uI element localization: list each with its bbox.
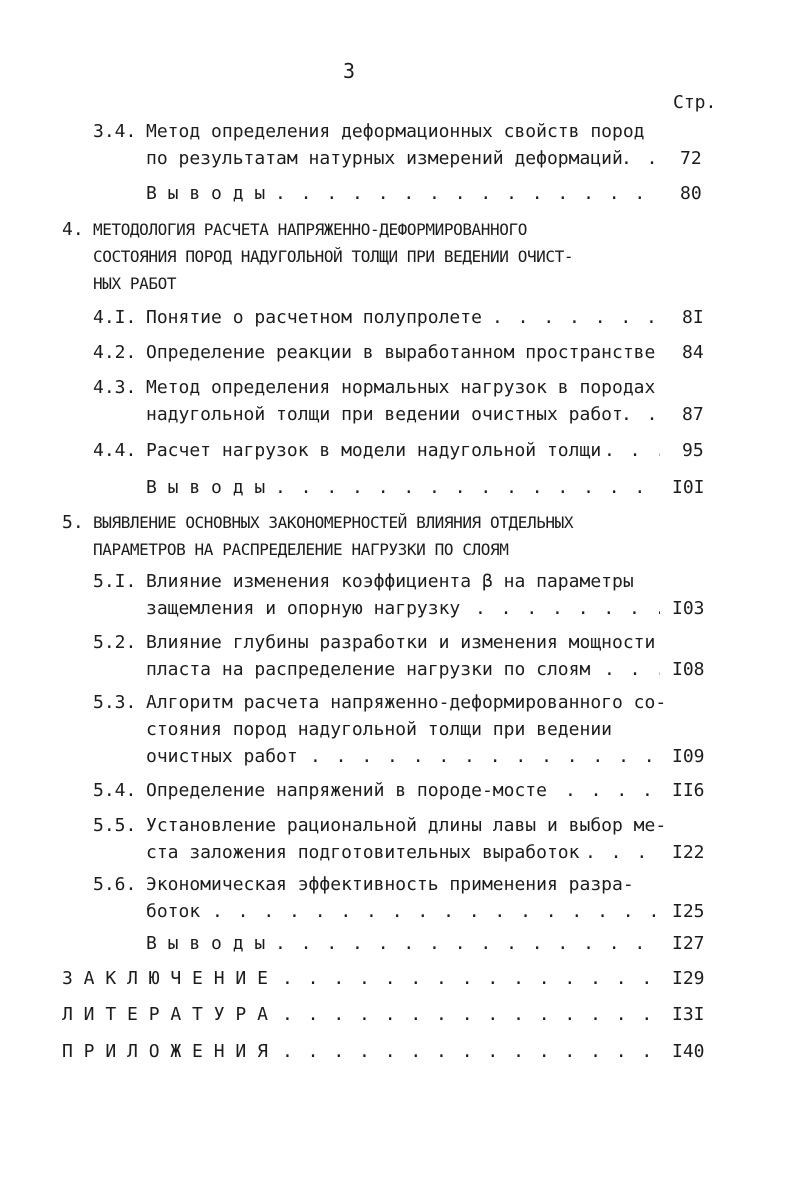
page-ref: 87 (682, 404, 704, 425)
entry-title-line: В ы в о д ы (146, 933, 266, 954)
dot-leader (621, 401, 661, 429)
chapter-title-line: СОСТОЯНИЯ ПОРОД НАДУГОЛЬНОЙ ТОЛЩИ ПРИ ВЕДЕНИИ ОЧИСТ- (93, 247, 574, 266)
dot-leader (275, 474, 660, 502)
dot-leader (212, 898, 660, 926)
entry-title-line: Метод определения деформационных свойств пород (146, 121, 645, 142)
dot-leader (275, 180, 660, 208)
entry-title-line: Влияние глубины разработки и изменения мощности (146, 632, 656, 653)
dot-leader (282, 1001, 660, 1029)
page-ref: 80 (680, 183, 702, 204)
entry-title-line: П Р И Л О Ж Е Н И Я (62, 1041, 268, 1062)
page-ref: 72 (680, 148, 702, 169)
page-ref: II6 (672, 780, 705, 801)
page-ref: 84 (682, 342, 704, 363)
dot-leader (492, 304, 660, 332)
page-ref: I0I (672, 477, 705, 498)
dot-leader (475, 595, 660, 623)
page-column-header: Стр. (673, 92, 717, 113)
page-ref: I25 (672, 901, 705, 922)
section-number: 4.I. (93, 307, 137, 328)
page-ref: 95 (682, 440, 704, 461)
entry-title-line: З А К Л Ю Ч Е Н И Е (62, 968, 268, 989)
page-ref: I29 (672, 968, 705, 989)
entry-title-line: боток (146, 901, 201, 922)
dot-leader (282, 1038, 660, 1066)
section-number: 3.4. (93, 121, 137, 142)
page-ref: I03 (672, 598, 705, 619)
entry-title-line: В ы в о д ы (146, 477, 266, 498)
section-number: 5.5. (93, 815, 137, 836)
page-ref: I40 (672, 1041, 705, 1062)
chapter-title-line: ПАРАМЕТРОВ НА РАСПРЕДЕЛЕНИЕ НАГРУЗКИ ПО СЛОЯМ (93, 540, 509, 559)
dot-leader (282, 965, 660, 993)
section-number: 5.2. (93, 632, 137, 653)
chapter-number: 5. (62, 512, 84, 533)
chapter-number: 4. (62, 219, 84, 240)
entry-title-line: Расчет нагрузок в модели надугольной толщи (146, 440, 602, 461)
page-ref: I22 (672, 842, 705, 863)
entry-title-line: Экономическая эффективность применения разра- (146, 874, 634, 895)
page-ref: I08 (672, 659, 705, 680)
entry-title-line: очистных работ (146, 746, 298, 767)
entry-title-line: Л И Т Е Р А Т У Р А (62, 1004, 268, 1025)
entry-title-line: ста заложения подготовительных выработок (146, 842, 580, 863)
page-ref: I3I (672, 1004, 705, 1025)
entry-title-line: по результатам натурных измерений деформаций (146, 148, 623, 169)
entry-title-line: Установление рациональной длины лавы и выбор ме- (146, 815, 666, 836)
entry-title-line: Понятие о расчетном полупролете (146, 307, 482, 328)
dot-leader (565, 777, 660, 805)
entry-title-line: защемления и опорную нагрузку (146, 598, 461, 619)
dot-leader (310, 743, 660, 771)
chapter-title-line: НЫХ РАБОТ (93, 274, 177, 293)
entry-title-line: В ы в о д ы (146, 183, 266, 204)
entry-title-line: Определение напряжений в породе-мосте (146, 780, 547, 801)
section-number: 5.I. (93, 571, 137, 592)
dot-leader (585, 839, 660, 867)
entry-title-line: пласта на распределение нагрузки по слоям (146, 659, 591, 680)
entry-title-line: Алгоритм расчета напряженно-деформированного со- (146, 692, 666, 713)
page-ref: 8I (682, 307, 704, 328)
section-number: 5.4. (93, 780, 137, 801)
entry-title-line: Определение реакции в выработанном пространстве (146, 342, 656, 363)
section-number: 4.4. (93, 440, 137, 461)
dot-leader (604, 437, 660, 465)
entry-title-line: надугольной толщи при ведении очистных работ (146, 404, 623, 425)
chapter-title-line: МЕТОДОЛОГИЯ РАСЧЕТА НАПРЯЖЕННО-ДЕФОРМИРОВАННОГО (93, 220, 527, 239)
chapter-title-line: ВЫЯВЛЕНИЕ ОСНОВНЫХ ЗАКОНОМЕРНОСТЕЙ ВЛИЯНИЯ ОТДЕЛЬНЫХ (93, 513, 574, 532)
dot-leader (275, 930, 660, 958)
entry-title-line: Влияние изменения коэффициента β на параметры (146, 571, 634, 592)
section-number: 5.3. (93, 692, 137, 713)
entry-title-line: стояния пород надугольной толщи при ведении (146, 719, 612, 740)
page-ref: I09 (672, 746, 705, 767)
dot-leader (621, 145, 661, 173)
section-number: 4.2. (93, 342, 137, 363)
page-ref: I27 (672, 933, 705, 954)
section-number: 4.3. (93, 377, 137, 398)
section-number: 5.6. (93, 874, 137, 895)
page-number: 3 (343, 59, 356, 83)
entry-title-line: Метод определения нормальных нагрузок в породах (146, 377, 656, 398)
dot-leader (604, 656, 660, 684)
